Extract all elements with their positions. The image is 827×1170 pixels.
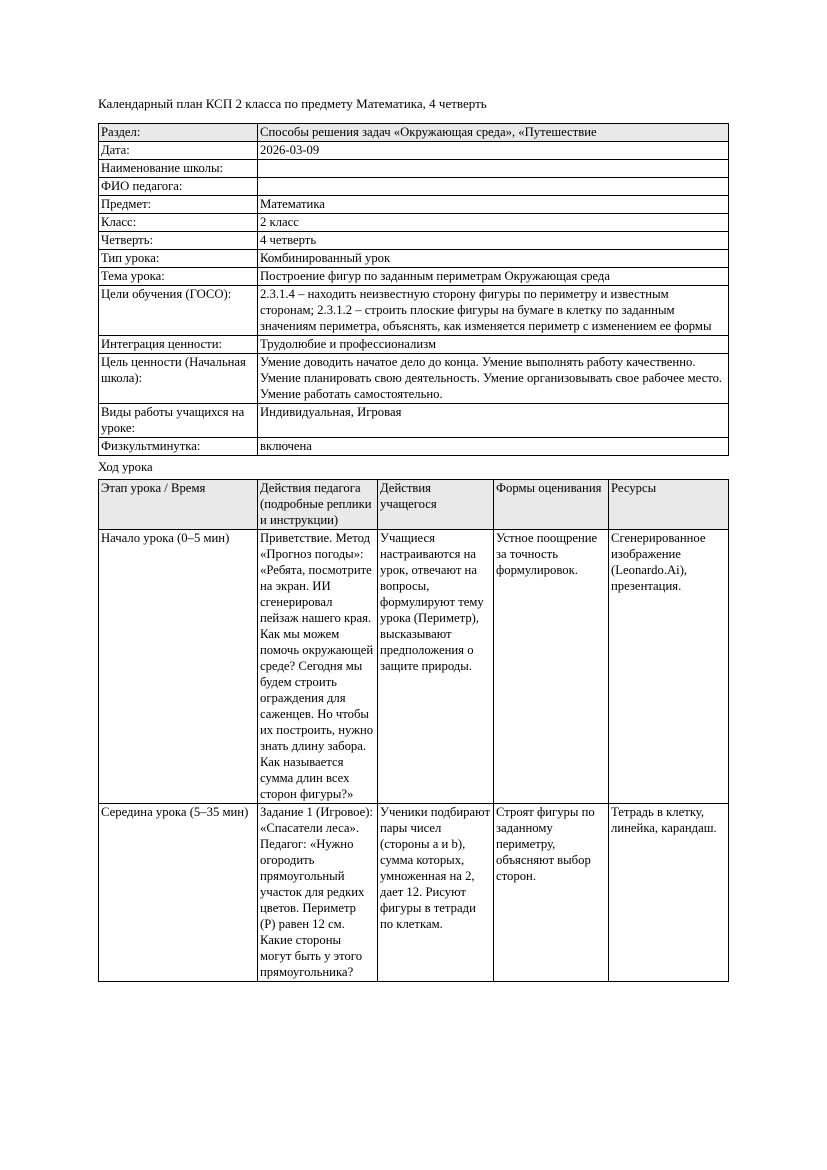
- info-label-fio: ФИО педагога:: [99, 178, 258, 196]
- info-value-school: [258, 160, 729, 178]
- info-value-klass: 2 класс: [258, 214, 729, 232]
- col-header-assessment: Формы оценивания: [494, 480, 609, 530]
- section-heading-hod-uroka: Ход урока: [98, 460, 153, 474]
- table-row: [99, 214, 729, 232]
- cell-student-actions: Учащиеся настраиваются на урок, отвечают на вопросы, формулируют тему урока (Периметр), высказывают предположения о защите природы.: [378, 530, 494, 804]
- info-value-integraciya: Трудолюбие и профессионализм: [258, 336, 729, 354]
- lesson-course-table: [98, 479, 729, 982]
- info-label-razdel: Раздел:: [99, 124, 258, 142]
- cell-teacher-actions: Задание 1 (Игровое): «Спасатели леса». Педагог: «Нужно огородить прямоугольный участок для редких цветов. Периметр (P) равен 12 см. Какие стороны могут быть у этого прямоугольника?: [258, 804, 378, 982]
- col-header-stage: Этап урока / Время: [99, 480, 258, 530]
- cell-resources: Сгенерированное изображение (Leonardo.Ai), презентация.: [609, 530, 729, 804]
- table-row: [99, 232, 729, 250]
- info-label-integraciya: Интеграция ценности:: [99, 336, 258, 354]
- info-value-tip-uroka: Комбинированный урок: [258, 250, 729, 268]
- lesson-info-table: [98, 123, 729, 456]
- page-title: Календарный план КСП 2 класса по предмету Математика, 4 четверть: [98, 96, 487, 111]
- info-label-vidy-raboty: Виды работы учащихся на уроке:: [99, 404, 258, 438]
- info-value-chetvert: 4 четверть: [258, 232, 729, 250]
- col-header-resources: Ресурсы: [609, 480, 729, 530]
- info-value-fio: [258, 178, 729, 196]
- table-row: [99, 286, 729, 336]
- info-label-chetvert: Четверть:: [99, 232, 258, 250]
- info-label-school: Наименование школы:: [99, 160, 258, 178]
- cell-teacher-actions: Приветствие. Метод «Прогноз погоды»: «Ребята, посмотрите на экран. ИИ сгенерировал пейзаж нашего края. Как мы можем помочь окружающей среде? Сегодня мы будем строить ограждения для саженцев. Но чтобы их построить, нужно знать длину забора. Как называется сумма длин всех сторон фигуры?»: [258, 530, 378, 804]
- info-label-data: Дата:: [99, 142, 258, 160]
- info-value-razdel: Способы решения задач «Окружающая среда», «Путешествие: [258, 124, 729, 142]
- table-row: [99, 160, 729, 178]
- table-row: [99, 178, 729, 196]
- table-row: [99, 250, 729, 268]
- cell-assessment: Устное поощрение за точность формулировок.: [494, 530, 609, 804]
- col-header-student-actions: Действия учащегося: [378, 480, 494, 530]
- table-row: [99, 404, 729, 438]
- table-row: [99, 142, 729, 160]
- table-row: [99, 268, 729, 286]
- info-label-fizkultminutka: Физкультминутка:: [99, 438, 258, 456]
- info-label-tip-uroka: Тип урока:: [99, 250, 258, 268]
- cell-stage: Середина урока (5–35 мин): [99, 804, 258, 982]
- document-content: [98, 96, 728, 982]
- cell-student-actions: Ученики подбирают пары чисел (стороны a и b), сумма которых, умноженная на 2, дает 12. Рисуют фигуры в тетради по клеткам.: [378, 804, 494, 982]
- table-row-lesson-middle: [99, 804, 729, 982]
- info-label-tema-uroka: Тема урока:: [99, 268, 258, 286]
- table-row: [99, 196, 729, 214]
- table-row: [99, 124, 729, 142]
- info-value-fizkultminutka: включена: [258, 438, 729, 456]
- info-value-cel-cennosti: Умение доводить начатое дело до конца. Умение выполнять работу качественно. Умение планировать свою деятельность. Умение организовывать свое рабочее место. Умение работать самостоятельно.: [258, 354, 729, 404]
- table-row: [99, 438, 729, 456]
- info-value-celi: 2.3.1.4 – находить неизвестную сторону фигуры по периметру и известным сторонам; 2.3.1.2 – строить плоские фигуры на бумаге в клетку по заданным значениям периметра, объяснять, как изменяется периметр с изменением ее формы: [258, 286, 729, 336]
- info-value-vidy-raboty: Индивидуальная, Игровая: [258, 404, 729, 438]
- table-row: [99, 354, 729, 404]
- info-label-cel-cennosti: Цель ценности (Начальная школа):: [99, 354, 258, 404]
- info-label-celi: Цели обучения (ГОСО):: [99, 286, 258, 336]
- table-header-row: [99, 480, 729, 530]
- info-value-predmet: Математика: [258, 196, 729, 214]
- info-value-tema-uroka: Построение фигур по заданным периметрам Окружающая среда: [258, 268, 729, 286]
- cell-assessment: Строят фигуры по заданному периметру, объясняют выбор сторон.: [494, 804, 609, 982]
- info-label-klass: Класс:: [99, 214, 258, 232]
- info-label-predmet: Предмет:: [99, 196, 258, 214]
- table-row: [99, 336, 729, 354]
- info-value-data: 2026-03-09: [258, 142, 729, 160]
- col-header-teacher-actions: Действия педагога (подробные реплики и инструкции): [258, 480, 378, 530]
- cell-resources: Тетрадь в клетку, линейка, карандаш.: [609, 804, 729, 982]
- table-row-lesson-start: [99, 530, 729, 804]
- cell-stage: Начало урока (0–5 мин): [99, 530, 258, 804]
